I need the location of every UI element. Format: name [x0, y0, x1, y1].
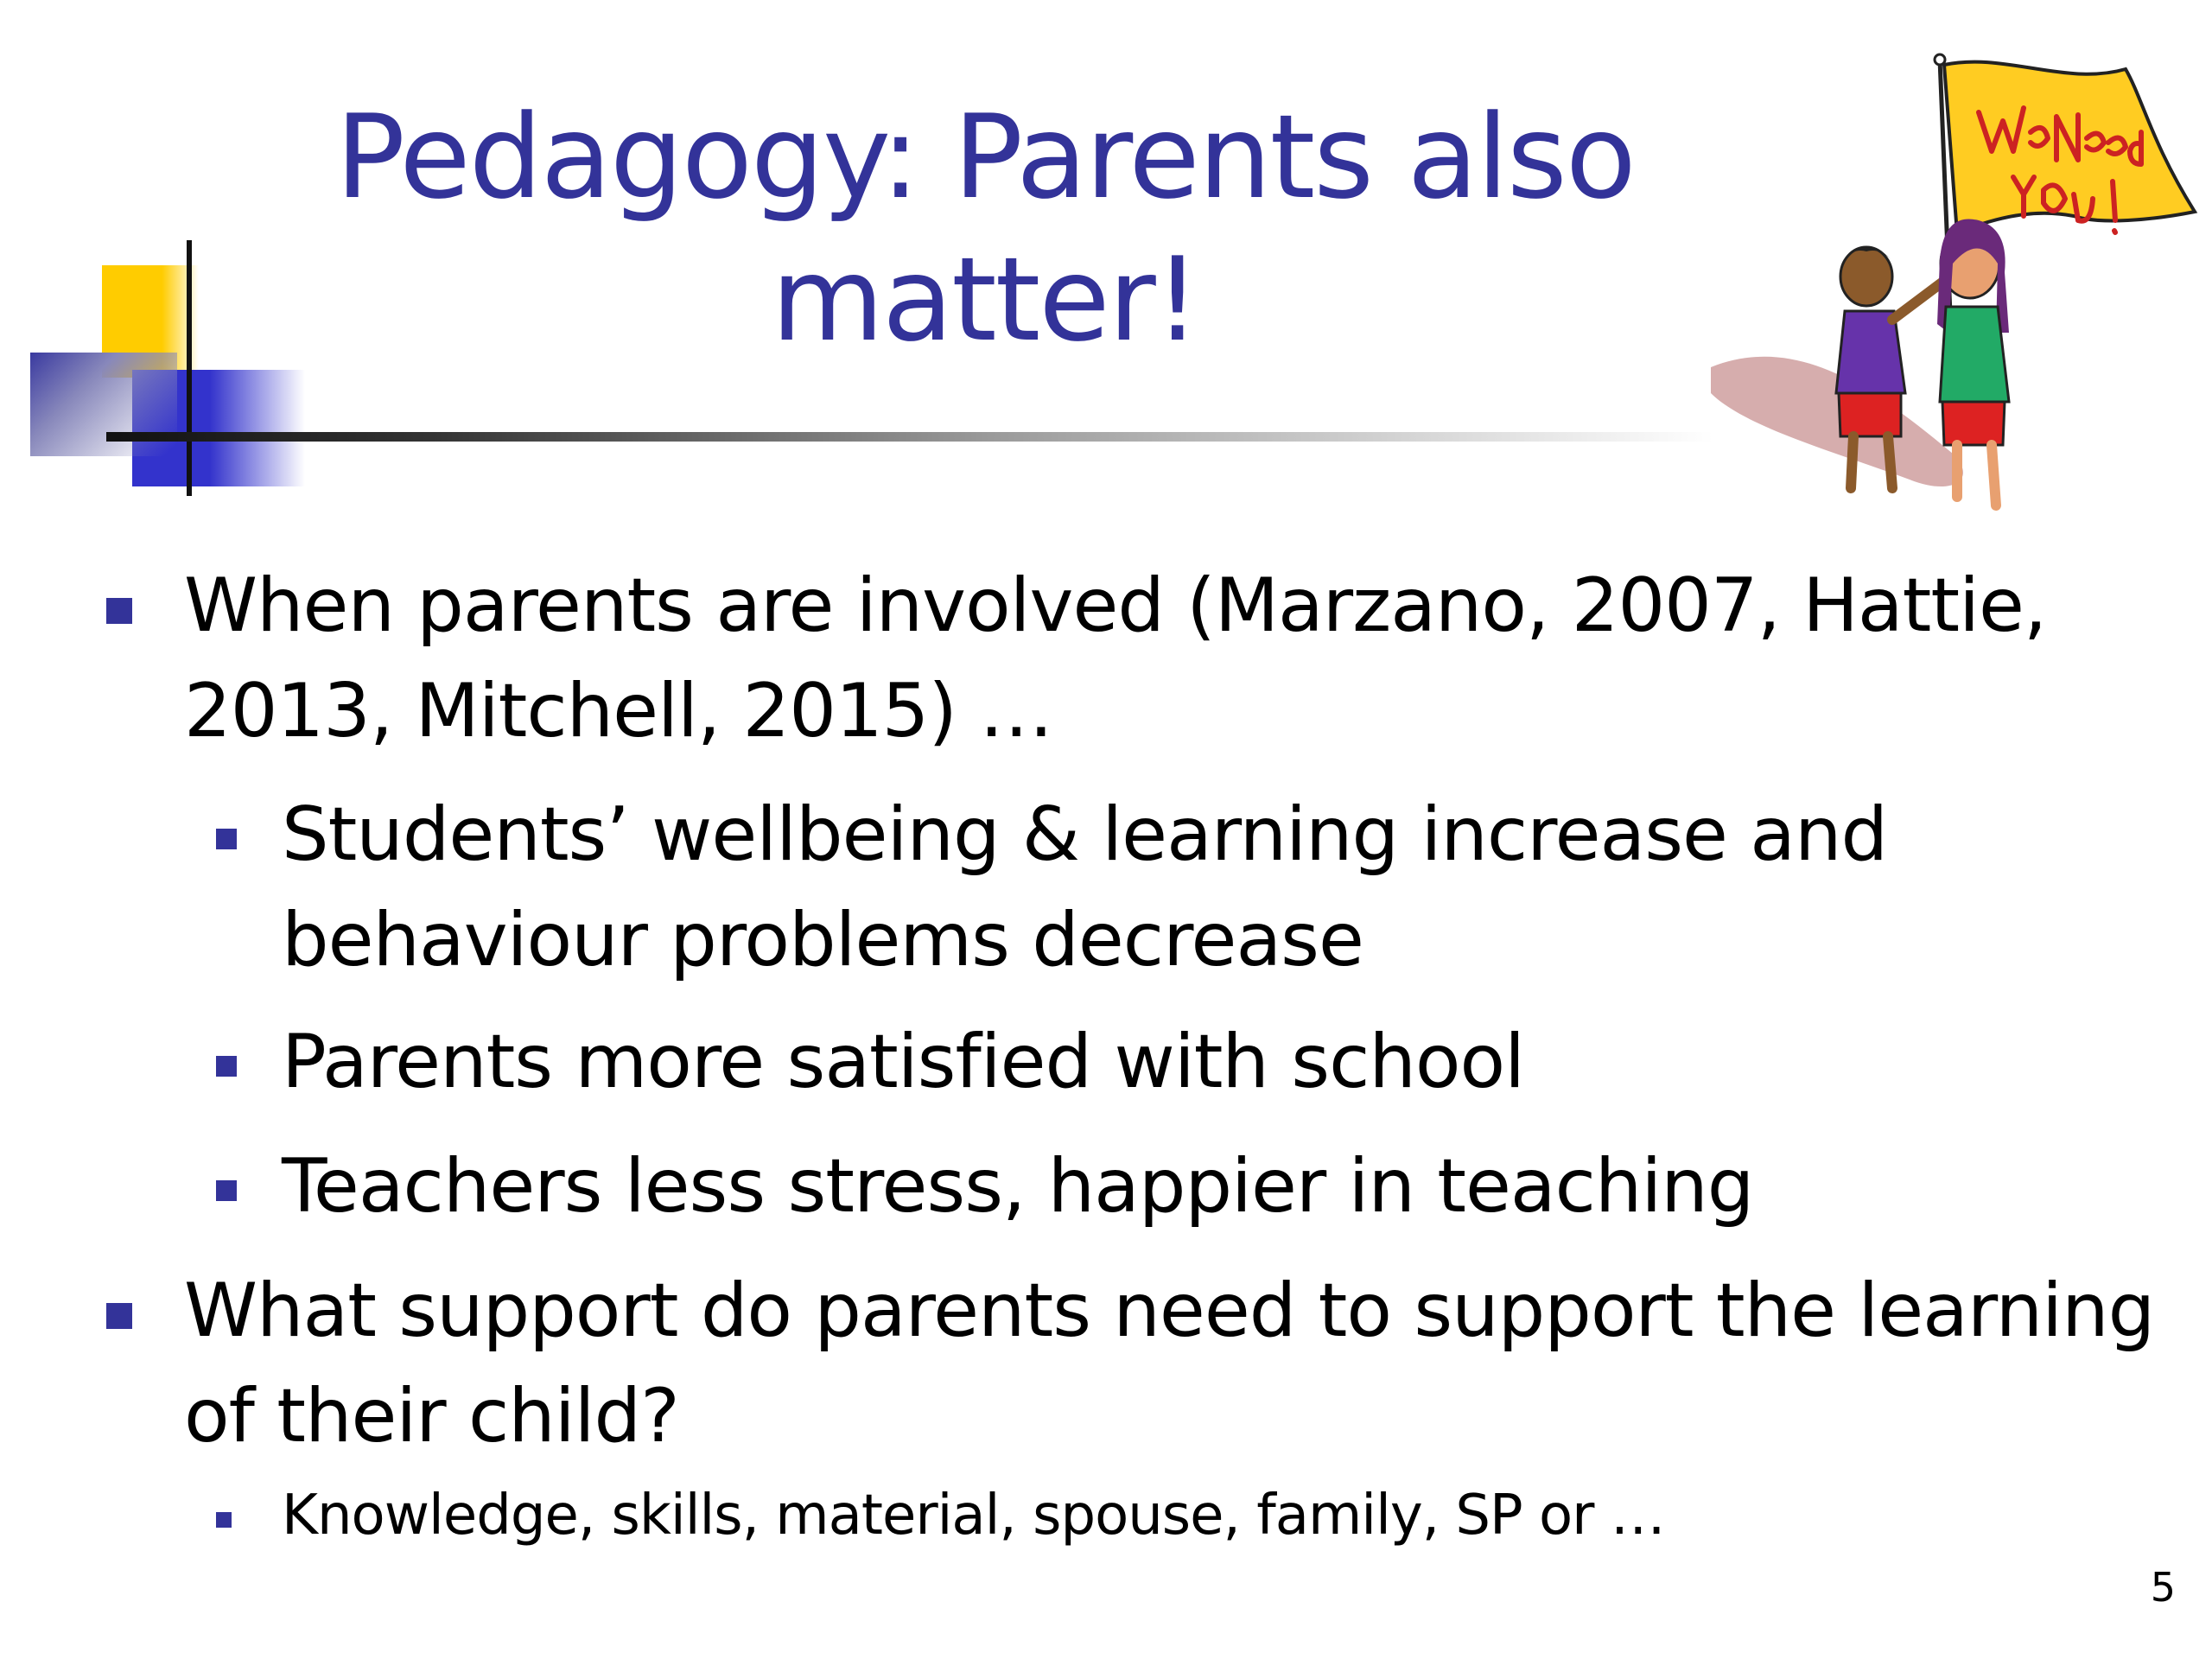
bullet-item	[184, 553, 2171, 764]
bullet-text: Parents more satisfied with school	[282, 1019, 1524, 1105]
bullet-text: Students’ wellbeing & learning increase and behaviour problems decrease	[282, 791, 1888, 983]
bullet-square-icon	[216, 829, 237, 849]
page-number: 5	[2150, 1564, 2176, 1611]
bullet-item	[184, 1258, 2171, 1469]
bullet-text: Teachers less stress, happier in teaching	[282, 1143, 1754, 1230]
bullet-square-icon	[216, 1056, 237, 1077]
bullet-text: What support do parents need to support the learning of their child?	[184, 1268, 2155, 1459]
sub-sub-bullet-item	[282, 1481, 2096, 1550]
sub-bullet-item	[282, 782, 2139, 993]
slide-title: Pedagogy: Parents also matter!	[335, 90, 1635, 367]
sub-bullet-item	[282, 1009, 2139, 1115]
bullet-text: Knowledge, skills, material, spouse, family, SP or …	[282, 1484, 1665, 1548]
bullet-text: When parents are involved (Marzano, 2007, Hattie, 2013, Mitchell, 2015) …	[184, 563, 2047, 754]
sub-bullet-item	[282, 1134, 2139, 1239]
bullet-square-icon	[106, 598, 132, 624]
bullet-square-icon	[216, 1180, 237, 1201]
bullet-square-icon	[106, 1303, 132, 1329]
bullet-square-icon	[216, 1512, 232, 1528]
